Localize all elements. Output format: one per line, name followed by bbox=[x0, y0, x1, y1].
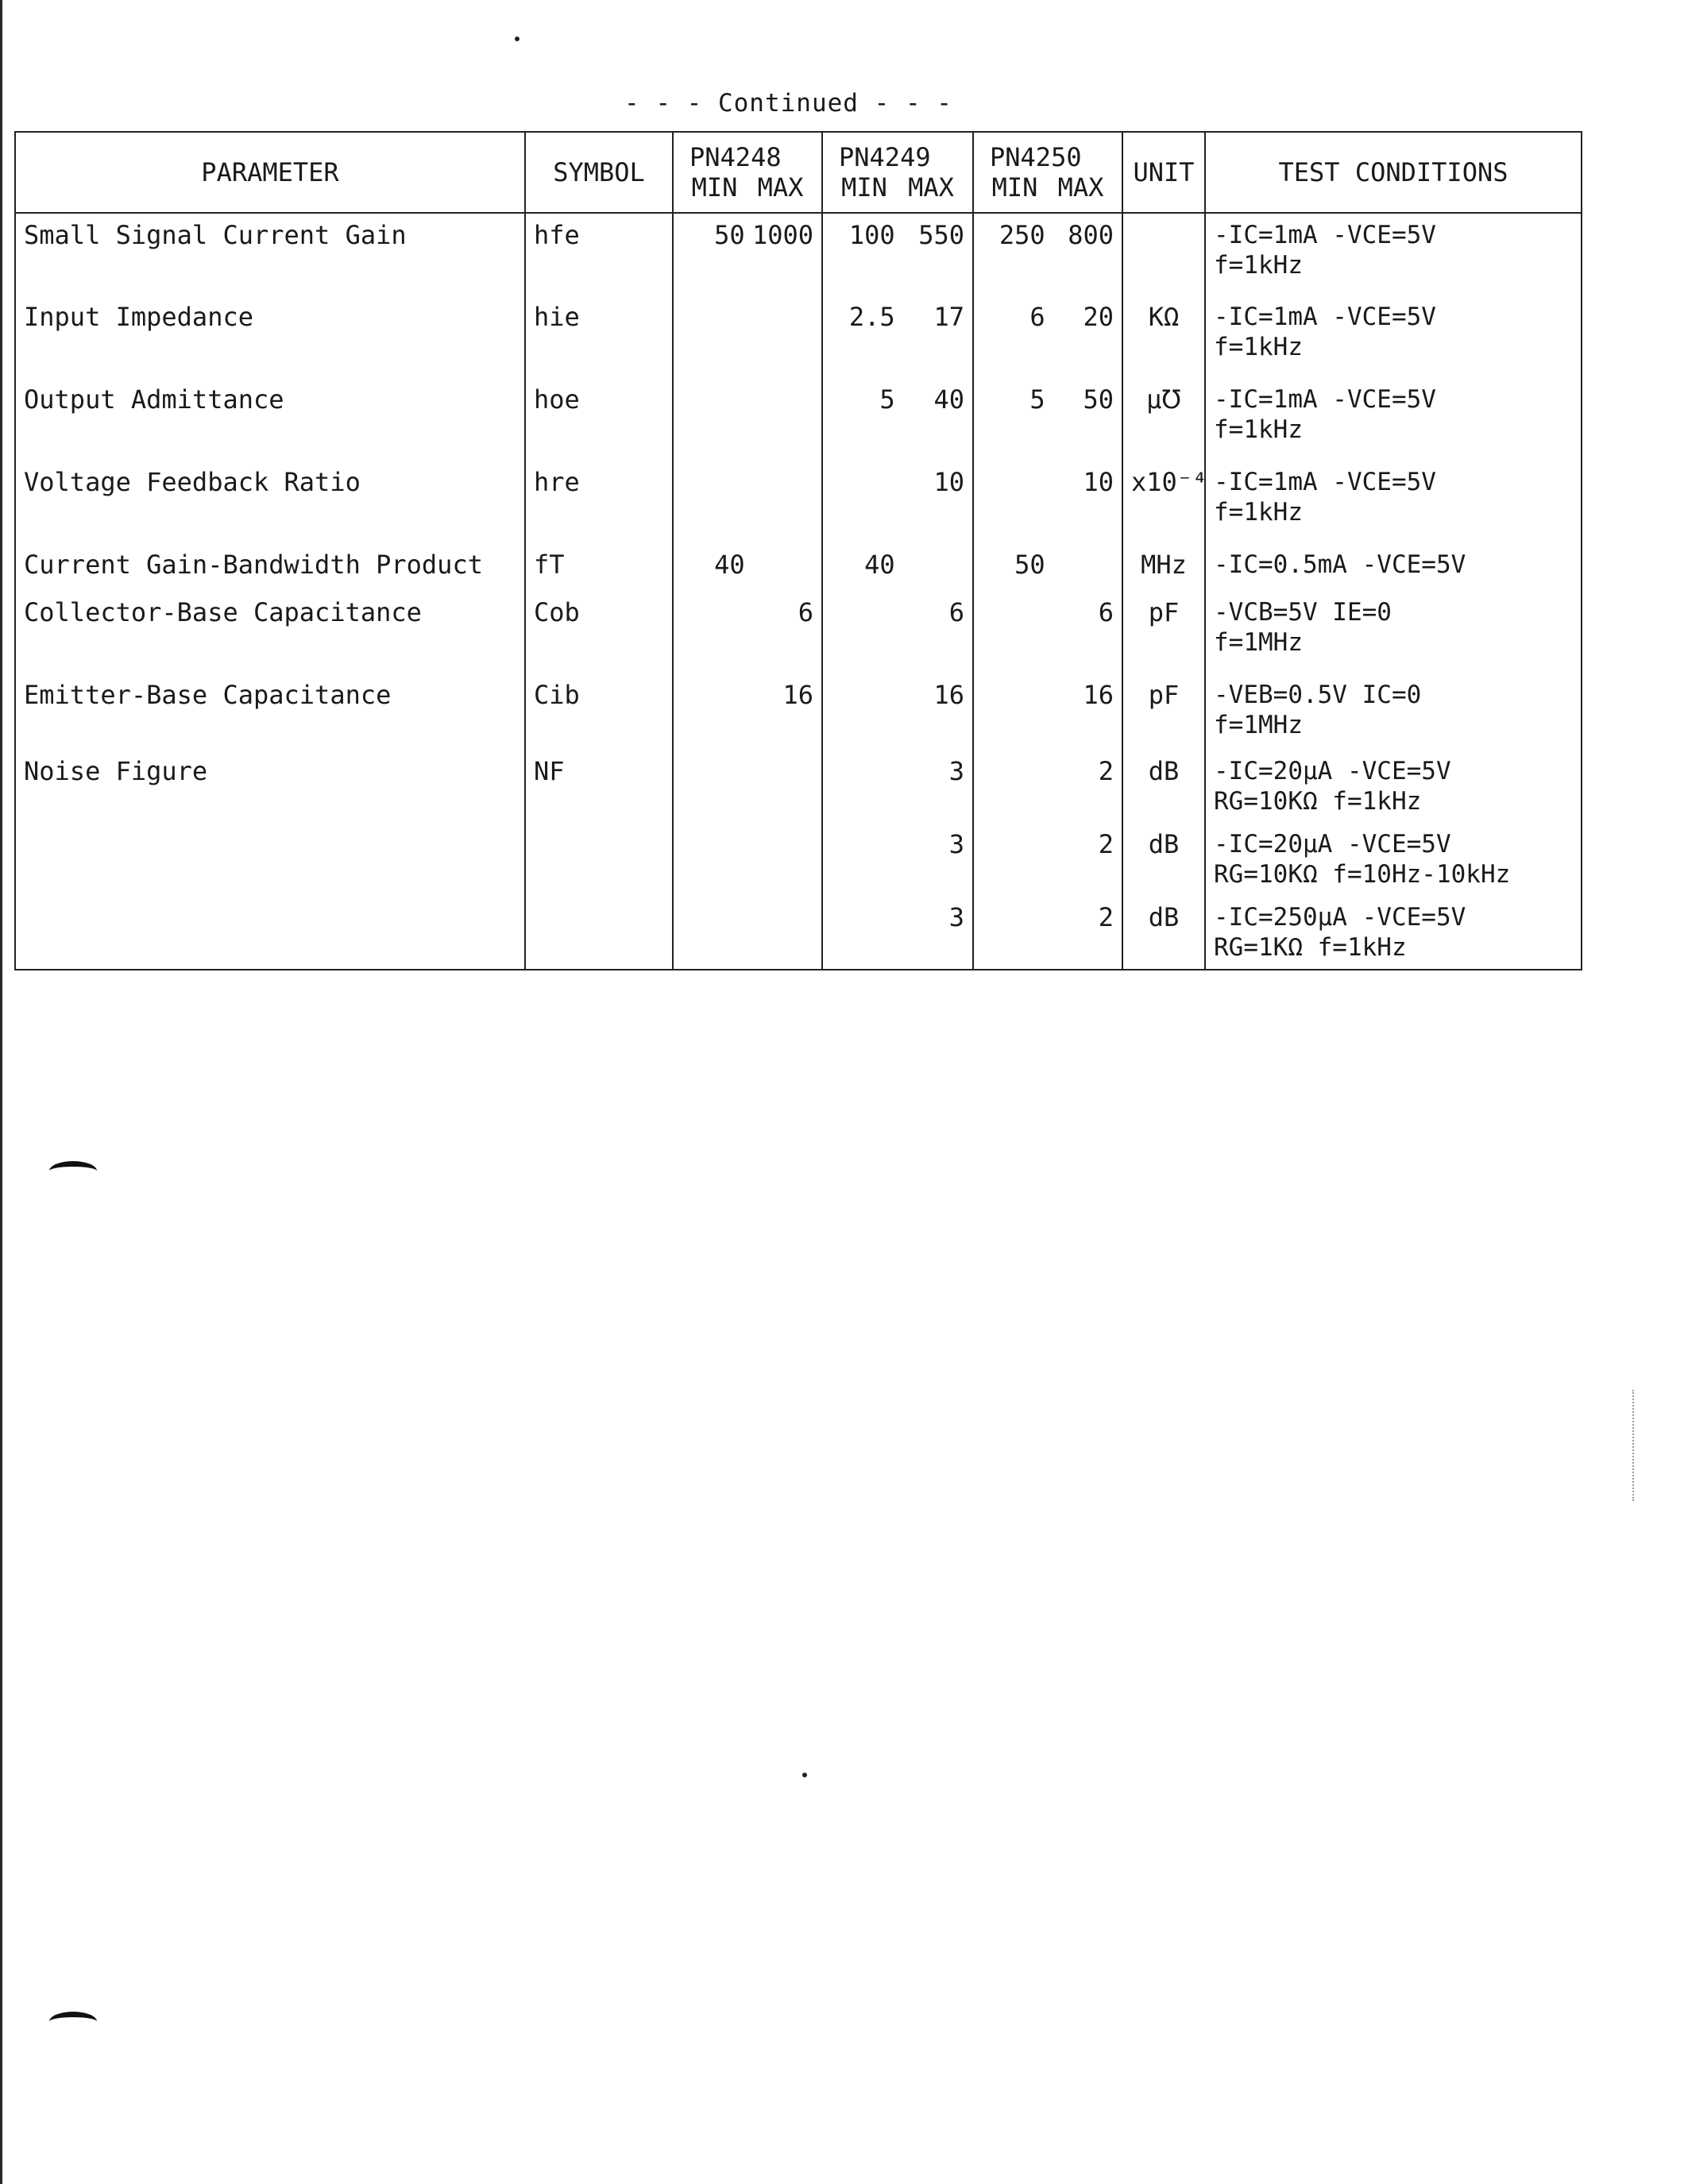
value-cell-a bbox=[673, 295, 822, 378]
condition-line: -IC=1mA -VCE=5V bbox=[1214, 468, 1436, 496]
header-test-conditions: TEST CONDITIONS bbox=[1205, 132, 1582, 213]
condition-line: RG=10KΩ f=10Hz-10kHz bbox=[1214, 860, 1511, 889]
min-value: 5 bbox=[879, 384, 895, 415]
max-value: 6 bbox=[1098, 597, 1114, 627]
symbol-cell: hfe bbox=[525, 213, 673, 295]
table-row bbox=[15, 673, 1582, 750]
min-value bbox=[831, 467, 895, 497]
test-conditions-cell bbox=[1205, 673, 1582, 750]
min-value bbox=[982, 680, 1045, 710]
table-row bbox=[15, 823, 1582, 896]
part-number: PN4249 bbox=[839, 142, 931, 172]
symbol-cell: fT bbox=[525, 543, 673, 591]
max-value: 10 bbox=[1083, 467, 1114, 497]
symbol-cell: hoe bbox=[525, 378, 673, 461]
min-label: MIN bbox=[691, 172, 738, 203]
unit-cell: KΩ bbox=[1122, 295, 1205, 378]
min-value bbox=[982, 756, 1045, 786]
value-cell-c bbox=[973, 896, 1122, 970]
test-conditions-cell bbox=[1205, 213, 1582, 295]
value-cell-a bbox=[673, 896, 822, 970]
max-value bbox=[900, 550, 964, 580]
unit-cell: dB bbox=[1122, 823, 1205, 896]
value-cell-b bbox=[822, 543, 973, 591]
min-value bbox=[682, 597, 745, 627]
condition-line: f=1kHz bbox=[1214, 415, 1303, 444]
value-cell-a bbox=[673, 378, 822, 461]
test-conditions-cell bbox=[1205, 823, 1582, 896]
max-value: 2 bbox=[1098, 756, 1114, 786]
unit-cell: dB bbox=[1122, 750, 1205, 823]
symbol-cell: Cib bbox=[525, 673, 673, 750]
max-value: 1000 bbox=[751, 220, 813, 250]
value-cell-a bbox=[673, 461, 822, 543]
max-value: 16 bbox=[933, 680, 964, 710]
parameter-cell: Current Gain-Bandwidth Product bbox=[15, 543, 525, 591]
max-value: 3 bbox=[948, 902, 964, 932]
test-conditions-cell bbox=[1205, 591, 1582, 673]
min-value: 50 bbox=[714, 220, 745, 250]
condition-line: f=1kHz bbox=[1214, 498, 1303, 527]
symbol-cell: hie bbox=[525, 295, 673, 378]
scan-mark bbox=[49, 2012, 97, 2032]
value-cell-b bbox=[822, 213, 973, 295]
min-value: 100 bbox=[848, 220, 895, 250]
max-value: 6 bbox=[798, 597, 813, 627]
parameter-cell: Output Admittance bbox=[15, 378, 525, 461]
value-cell-b bbox=[822, 896, 973, 970]
min-value bbox=[831, 756, 895, 786]
max-value: 16 bbox=[782, 680, 813, 710]
symbol-cell: NF bbox=[525, 750, 673, 823]
scan-mark bbox=[49, 1161, 97, 1181]
value-cell-c bbox=[973, 295, 1122, 378]
scan-speck-column bbox=[1632, 1390, 1637, 1501]
condition-line: -VEB=0.5V IC=0 bbox=[1214, 681, 1422, 709]
min-value: 40 bbox=[714, 550, 745, 580]
max-value: 6 bbox=[948, 597, 964, 627]
header-symbol: SYMBOL bbox=[525, 132, 673, 213]
specification-table bbox=[14, 131, 1582, 970]
test-conditions-cell bbox=[1205, 378, 1582, 461]
table-row bbox=[15, 591, 1582, 673]
condition-line: -IC=250μA -VCE=5V bbox=[1214, 903, 1466, 932]
value-cell-a bbox=[673, 543, 822, 591]
value-cell-c bbox=[973, 213, 1122, 295]
part-number: PN4248 bbox=[689, 142, 782, 172]
header-unit: UNIT bbox=[1122, 132, 1205, 213]
test-conditions-cell bbox=[1205, 543, 1582, 591]
min-value bbox=[831, 597, 895, 627]
parameter-cell: Input Impedance bbox=[15, 295, 525, 378]
header-part-pn4249 bbox=[822, 132, 973, 213]
test-conditions-cell bbox=[1205, 896, 1582, 970]
max-value: 10 bbox=[933, 467, 964, 497]
value-cell-c bbox=[973, 591, 1122, 673]
value-cell-b bbox=[822, 378, 973, 461]
max-value: 17 bbox=[933, 302, 964, 332]
table-body bbox=[15, 213, 1582, 970]
condition-line: -IC=20μA -VCE=5V bbox=[1214, 757, 1451, 785]
min-value: 40 bbox=[864, 550, 895, 580]
unit-cell: μ℧ bbox=[1122, 378, 1205, 461]
table-row bbox=[15, 213, 1582, 295]
header-part-pn4248 bbox=[673, 132, 822, 213]
header-parameter: PARAMETER bbox=[15, 132, 525, 213]
unit-cell: pF bbox=[1122, 591, 1205, 673]
value-cell-b bbox=[822, 295, 973, 378]
test-conditions-cell bbox=[1205, 295, 1582, 378]
parameter-cell: Noise Figure bbox=[15, 750, 525, 823]
value-cell-c bbox=[973, 378, 1122, 461]
unit-cell: MHz bbox=[1122, 543, 1205, 591]
max-value bbox=[1050, 550, 1114, 580]
max-value: 3 bbox=[948, 756, 964, 786]
value-cell-c bbox=[973, 823, 1122, 896]
symbol-cell bbox=[525, 823, 673, 896]
value-cell-c bbox=[973, 750, 1122, 823]
parameter-cell: Emitter-Base Capacitance bbox=[15, 673, 525, 750]
max-value: 40 bbox=[933, 384, 964, 415]
condition-line: -IC=1mA -VCE=5V bbox=[1214, 221, 1436, 249]
symbol-cell bbox=[525, 896, 673, 970]
max-value: 16 bbox=[1083, 680, 1114, 710]
left-margin-rule bbox=[0, 0, 2, 2184]
max-value: 2 bbox=[1098, 829, 1114, 859]
symbol-cell: hre bbox=[525, 461, 673, 543]
unit-cell: x10⁻⁴ bbox=[1122, 461, 1205, 543]
table-row bbox=[15, 295, 1582, 378]
table-header-row bbox=[15, 132, 1582, 213]
max-value: 2 bbox=[1098, 902, 1114, 932]
min-value: 5 bbox=[1029, 384, 1045, 415]
scan-speck bbox=[802, 1773, 807, 1777]
min-label: MIN bbox=[991, 172, 1038, 203]
table-row bbox=[15, 896, 1582, 970]
min-value bbox=[982, 829, 1045, 859]
value-cell-b bbox=[822, 823, 973, 896]
min-value: 250 bbox=[999, 220, 1045, 250]
min-value: 50 bbox=[1014, 550, 1045, 580]
min-value bbox=[831, 680, 895, 710]
value-cell-c bbox=[973, 543, 1122, 591]
header-part-pn4250 bbox=[973, 132, 1122, 213]
min-value bbox=[982, 597, 1045, 627]
value-cell-a bbox=[673, 823, 822, 896]
parameter-cell: Small Signal Current Gain bbox=[15, 213, 525, 295]
condition-line: f=1kHz bbox=[1214, 333, 1303, 361]
condition-line: f=1MHz bbox=[1214, 711, 1303, 739]
parameter-cell: Voltage Feedback Ratio bbox=[15, 461, 525, 543]
condition-line: RG=10KΩ f=1kHz bbox=[1214, 787, 1422, 816]
condition-line: f=1kHz bbox=[1214, 251, 1303, 280]
min-value bbox=[831, 902, 895, 932]
test-conditions-cell bbox=[1205, 461, 1582, 543]
min-value: 2.5 bbox=[848, 302, 895, 332]
min-value: 6 bbox=[1029, 302, 1045, 332]
value-cell-b bbox=[822, 750, 973, 823]
condition-line: -IC=20μA -VCE=5V bbox=[1214, 830, 1451, 859]
unit-cell bbox=[1122, 213, 1205, 295]
min-label: MIN bbox=[841, 172, 887, 203]
max-value: 3 bbox=[948, 829, 964, 859]
unit-cell: pF bbox=[1122, 673, 1205, 750]
scan-speck bbox=[515, 37, 520, 41]
unit-cell: dB bbox=[1122, 896, 1205, 970]
value-cell-b bbox=[822, 591, 973, 673]
min-value bbox=[982, 902, 1045, 932]
max-value: 550 bbox=[918, 220, 964, 250]
min-value bbox=[982, 467, 1045, 497]
parameter-cell bbox=[15, 823, 525, 896]
condition-line: -VCB=5V IE=0 bbox=[1214, 598, 1392, 627]
parameter-cell bbox=[15, 896, 525, 970]
max-label: MAX bbox=[757, 172, 804, 203]
value-cell-b bbox=[822, 673, 973, 750]
table-row bbox=[15, 543, 1582, 591]
parameter-cell: Collector-Base Capacitance bbox=[15, 591, 525, 673]
value-cell-a bbox=[673, 213, 822, 295]
max-label: MAX bbox=[908, 172, 954, 203]
value-cell-a bbox=[673, 591, 822, 673]
value-cell-c bbox=[973, 673, 1122, 750]
condition-line: f=1MHz bbox=[1214, 628, 1303, 657]
max-value: 20 bbox=[1083, 302, 1114, 332]
condition-line: RG=1KΩ f=1kHz bbox=[1214, 933, 1407, 962]
table-row bbox=[15, 461, 1582, 543]
part-number: PN4250 bbox=[990, 142, 1082, 172]
continued-label: - - - Continued - - - bbox=[624, 89, 952, 118]
condition-line: -IC=1mA -VCE=5V bbox=[1214, 385, 1436, 414]
condition-line: -IC=1mA -VCE=5V bbox=[1214, 303, 1436, 331]
symbol-cell: Cob bbox=[525, 591, 673, 673]
max-value: 800 bbox=[1068, 220, 1114, 250]
max-value bbox=[750, 550, 813, 580]
test-conditions-cell bbox=[1205, 750, 1582, 823]
value-cell-a bbox=[673, 673, 822, 750]
value-cell-c bbox=[973, 461, 1122, 543]
table-row bbox=[15, 378, 1582, 461]
min-value bbox=[831, 829, 895, 859]
max-label: MAX bbox=[1057, 172, 1104, 203]
value-cell-b bbox=[822, 461, 973, 543]
min-value bbox=[682, 680, 745, 710]
table-row bbox=[15, 750, 1582, 823]
value-cell-a bbox=[673, 750, 822, 823]
condition-line: -IC=0.5mA -VCE=5V bbox=[1214, 550, 1466, 579]
max-value: 50 bbox=[1083, 384, 1114, 415]
